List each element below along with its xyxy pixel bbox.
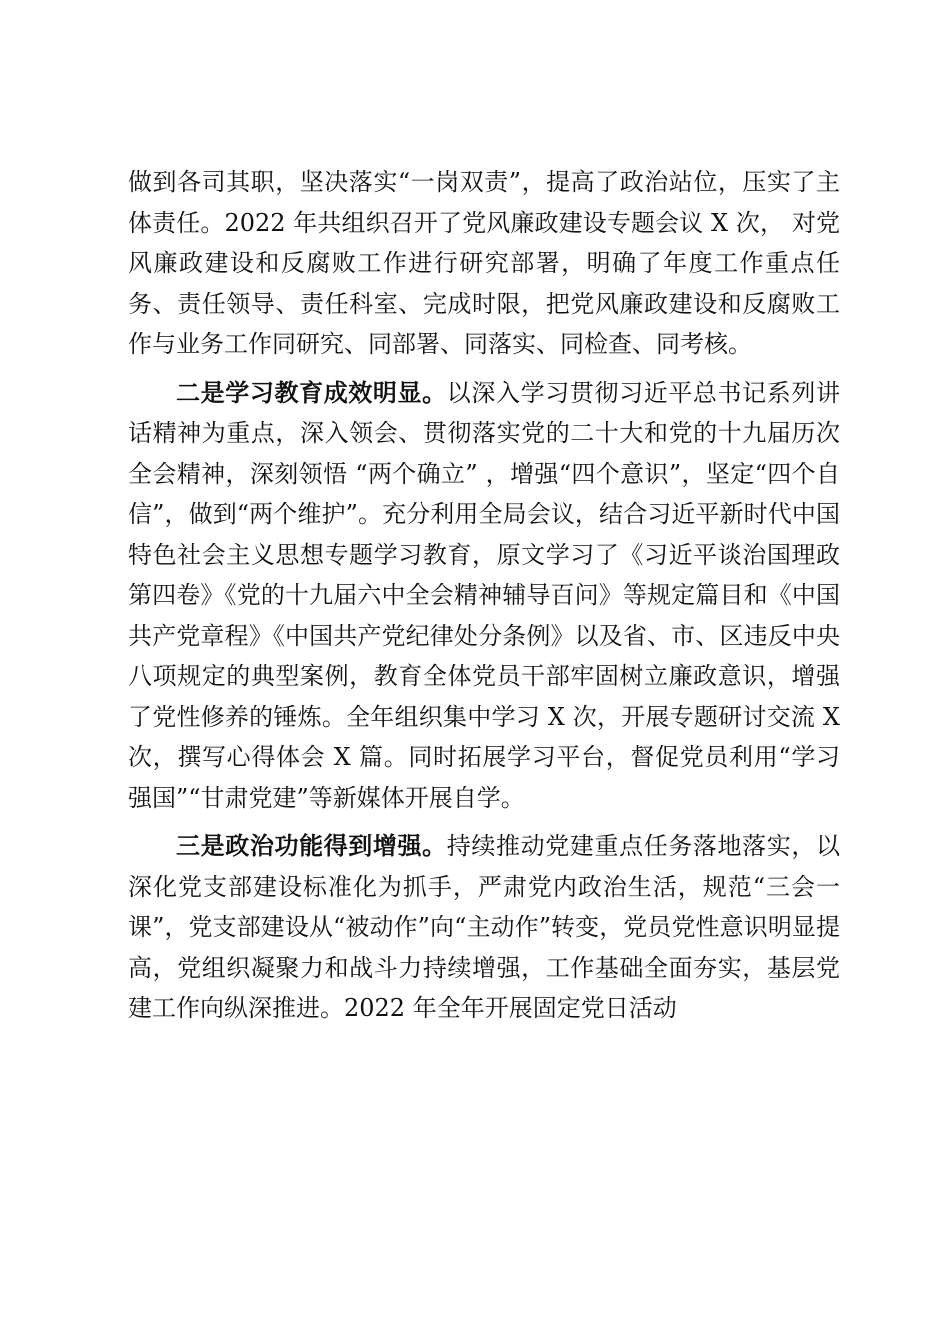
paragraph-heading: 二是学习教育成效明显。	[176, 378, 447, 407]
paragraph-text: 做到各司其职，坚决落实“一岗双责”，提高了政治站位，压实了主体责任。2022 年共组织召开了党风廉政建设专题会议 X 次， 对党风廉政建设和反腐败工作进行研究部署，明确了年度工作重点任务、责任领导、责任科室、完成时限，把党风廉政建设和反腐败工作与业务工作同研究、同部署、同落实、同检查、同考核。	[128, 168, 840, 358]
document-body	[128, 162, 840, 1029]
paragraph-political-function	[128, 826, 840, 1029]
paragraph-continuation	[128, 162, 840, 365]
paragraph-text: 以深入学习贯彻习近平总书记系列讲话精神为重点，深入领会、贯彻落实党的二十大和党的十九届历次全会精神，深刻领悟 “两个确立” ，增强“四个意识”，坚定“四个自信”，做到“两个维护”。充分利用全局会议，结合习近平新时代中国特色社会主义思想专题学习教育，原文学习了《习近平谈治国理政第四卷》《党的十九届六中全会精神辅导百问》等规定篇目和《中国共产党章程》《中国共产党纪律处分条例》以及省、市、区违反中央八项规定的典型案例，教育全体党员干部牢固树立廉政意识，增强了党性修养的锤炼。全年组织集中学习 X 次，开展专题研讨交流 X 次，撰写心得体会 X 篇。同时拓展学习平台，督促党员利用“学习强国”“甘肃党建”等新媒体开展自学。	[128, 378, 841, 812]
paragraph-heading: 三是政治功能得到增强。	[176, 832, 447, 860]
paragraph-study-education	[128, 373, 840, 819]
paragraph-text: 持续推动党建重点任务落地落实，以深化党支部建设标准化为抓手，严肃党内政治生活，规范“三会一课”，党支部建设从“被动作”向“主动作”转变，党员党性意识明显提高，党组织凝聚力和战斗力持续增强，工作基础全面夯实，基层党建工作向纵深推进。2022 年全年开展固定党日活动	[128, 832, 841, 1022]
